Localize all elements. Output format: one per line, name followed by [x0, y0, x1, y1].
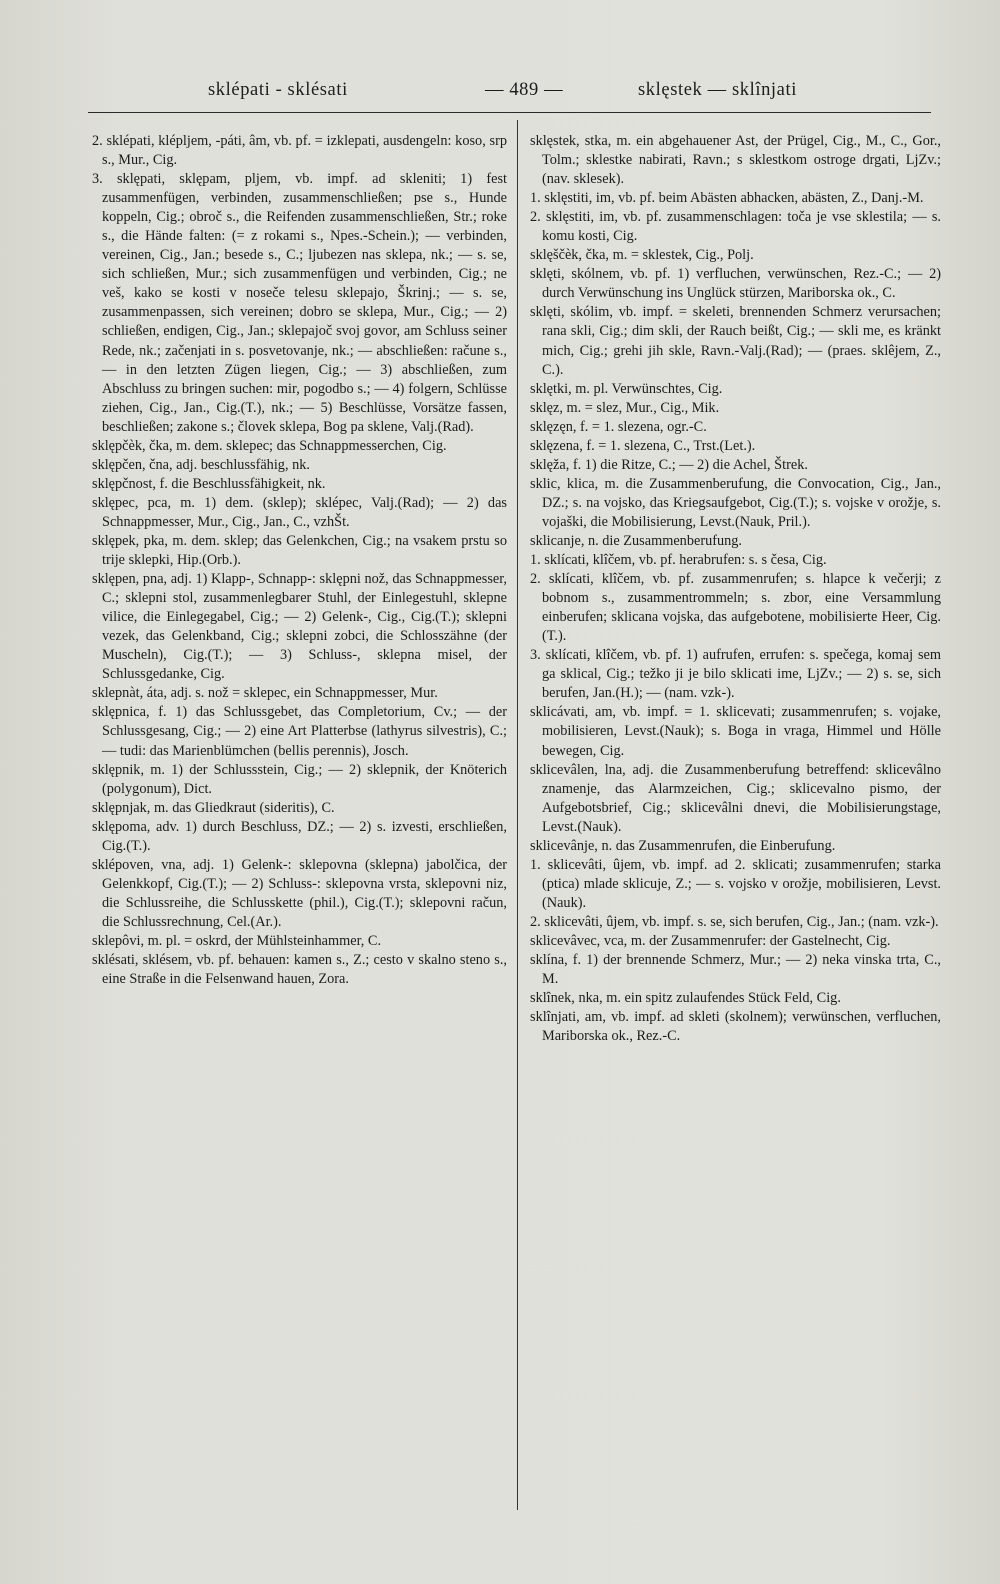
dictionary-entry: sklic, klica, m. die Zusammenberufung, die Convocation, Cig., Jan., DZ.; s. na vojsko, das Kriegsaufgebot, Cig.(T.); s. vojske v orožje, s. vojaški, die Mobilisierung, Levst.(Nauk, Pril.). [530, 475, 941, 530]
dictionary-entry: 2. sklépati, klépljem, -páti, âm, vb. pf. = izklepati, ausdengeln: koso, srp s., Mur., Cig. [92, 133, 507, 169]
page-header [90, 80, 930, 106]
dictionary-entry: sklînjati, am, vb. impf. ad skleti (skolnem); verwünschen, verfluchen, Mariborska ok., Rez.-C. [530, 1009, 941, 1045]
dictionary-entry: sklicanje, n. die Zusammenberufung. [530, 532, 743, 549]
dictionary-entry: sklętki, m. pl. Verwünschtes, Cig. [530, 380, 723, 397]
dictionary-entry: sklînek, nka, m. ein spitz zulaufendes Stück Feld, Cig. [530, 990, 841, 1007]
header-right-guideword: sklęstek — sklînjati [638, 80, 797, 100]
dictionary-entry: sklęti, skólnem, vb. pf. 1) verfluchen, verwünschen, Rez.-C.; — 2) durch Verwünschung ins Unglück stürzen, Mariborska ok., C. [530, 266, 941, 302]
dictionary-entry: sklępen, pna, adj. 1) Klapp-, Schnapp-: sklępni nož, das Schnappmesser, C.; sklepni stol, zusammenlegbarer Stuhl, der Einlegestuhl, sklepne vilice, die Einlegegabel, Cig.; — 2) Gelenk-, Cig., Cig.(T.); sklepni vezek, das Gelenkband, Cig.; sklepni zobci, die Schlosszähne (der Muscheln), Cig.(T.); — 3) Schluss-, sklepna misel, der Schlussgedanke, Cig. [92, 571, 507, 683]
dictionary-entry: sklęzęn, f. = 1. slezena, ogr.-C. [530, 418, 707, 435]
dictionary-entry: sklępčnost, f. die Beschlussfähigkeit, nk. [92, 475, 326, 492]
dictionary-entry: sklępek, pka, m. dem. sklep; das Gelenkchen, Cig.; na vsakem prstu so trije sklepki, Hip.(Orb.). [92, 532, 507, 569]
page-number: — 489 — [485, 80, 564, 100]
dictionary-entry: sklepôvi, m. pl. = oskrd, der Mühlsteinhammer, C. [92, 932, 382, 949]
dictionary-entry: sklęz, m. = slez, Mur., Cig., Mik. [530, 399, 720, 416]
left-column [92, 132, 507, 989]
dictionary-entry: 1. sklicevâti, ûjem, vb. impf. ad 2. sklicati; zusammenrufen; starka (ptica) mlade sklicuje, Z.; — s. vojsko v orožje, mobilisieren, Levst.(Nauk). [530, 856, 941, 911]
dictionary-entry: sklicevânje, n. das Zusammenrufen, die Einberufung. [530, 837, 836, 854]
dictionary-entry: sklępčèk, čka, m. dem. sklepec; das Schnappmesserchen, Cig. [92, 437, 447, 454]
dictionary-entry: sklęža, f. 1) die Ritze, C.; — 2) die Achel, Štrek. [530, 456, 808, 473]
dictionary-entry: sklína, f. 1) der brennende Schmerz, Mur.; — 2) neka vinska trta, C., M. [530, 952, 941, 988]
dictionary-entry: sklęzena, f. = 1. slezena, C., Trst.(Let.). [530, 437, 756, 454]
dictionary-entry: sklęščèk, čka, m. = sklestek, Cig., Polj. [530, 247, 754, 264]
right-column [530, 132, 941, 1046]
dictionary-entry: sklépoven, vna, adj. 1) Gelenk-: sklepovna (sklepna) jabolčica, der Gelenkkopf, Cig.(T.); — 2) Schluss-: sklepovna vrsta, sklepovni niz, die Schlussreihe, die Schlusskette (phil.), Cig.(T.); sklepovni račun, die Schlussrechnung, Cel.(Ar.). [92, 856, 507, 930]
dictionary-entry: sklępnik, m. 1) der Schlussstein, Cig.; — 2) sklepnik, der Knöterich (polygonum), Dict. [92, 761, 507, 797]
dictionary-entry: 2. sklęstiti, im, vb. pf. zusammenschlagen: toča je vse sklestila; — s. komu kosti, Cig. [530, 209, 941, 245]
dictionary-entry: sklęti, skólim, vb. impf. = skeleti, brennenden Schmerz verursachen; rana skli, Cig.; dim skli, der Rauch beißt, Cig.; — skli me, es kränkt mich, Cig.; grehi jih skle, Ravn.-Valj.(Rad); — (praes. sklêjem, Z., C.). [530, 304, 941, 378]
dictionary-entry: sklęstek, stka, m. ein abgehauener Ast, der Prügel, Cig., M., C., Gor., Tolm.; sklestke nabirati, Ravn.; s sklestkom ostroge drgati, LjZv.; (nav. sklesek). [530, 133, 941, 188]
dictionary-entry: sklępnjak, m. das Gliedkraut (sideritis), C. [92, 799, 335, 816]
dictionary-entry: sklępčen, čna, adj. beschlussfähig, nk. [92, 456, 310, 473]
column-divider [517, 120, 518, 1510]
dictionary-entry: sklępnica, f. 1) das Schlussgebet, das Completorium, Cv.; — der Schlussgesang, Cig.; — 2) eine Art Platterbse (lathyrus silvestris), C.; — tudi: das Marienblümchen (bellis perennis), Josch. [92, 704, 507, 759]
dictionary-entry: 3. sklępati, sklępam, pljem, vb. impf. ad skleniti; 1) fest zusammenfügen, verbinden, zusammenschließen; pse s., Hunde koppeln, Cig.; obroč s., die Reifenden zusammenschließen, Str.; roke s., die Hände falten: (= z rokami s., Npes.-Schein.); — verbinden, vereinen, Cig., Jan.; besede s., C.; ljubezen nas sklepa, nk.; — s. se, sich schließen, Mur.; sich zusammenfügen und verbinden, Cig.; ne veš, kako se kosti v noseče telesu sklepajo, Škrinj.; — s. se, zusammenpassen, sich vereinen; dobro se sklepa, Mur., Cig.; — 2) schließen, endigen, Cig., Jan.; sklepajoč svoj govor, am Schluss seiner Rede, nk.; začenjati in s. posvetovanje, nk.; — abschließen: račune s., — in den letzten Zügen liegen, Cig.; — 3) abschließen, zum Abschluss zu bringen suchen: mir, pogodbo s.; — 4) folgern, Schlüsse ziehen, Cig., Jan., Cig.(T.), nk.; — 5) Beschlüsse, Vorsätze fassen, beschließen; zakone s.; človek sklepa, Bog pa sklene, Valj.(Rad). [92, 171, 507, 435]
dictionary-entry: 1. sklęstiti, im, vb. pf. beim Abästen abhacken, abästen, Z., Danj.-M. [530, 190, 924, 207]
dictionary-entry: 3. sklícati, klîčem, vb. pf. 1) aufrufen, errufen: s. spečega, komaj sem ga sklical, Cig.; težko ji je bilo sklicati ime, LjZv.; — 2) s. se, sich berufen, Jan.(H.); — (nam. vzk-). [530, 647, 941, 702]
header-rule [88, 112, 931, 113]
dictionary-entry: sklepnàt, áta, adj. s. nož = sklepec, ein Schnappmesser, Mur. [92, 685, 438, 702]
dictionary-entry: sklicevâlen, lna, adj. die Zusammenberufung betreffend: sklicevâlno znamenje, das Alarmzeichen, Cig.; sklicevalno pismo, der Aufgebotsbrief, Cig.; sklicevâlni dnevi, die Mobilisierungstage, Levst.(Nauk). [530, 761, 941, 835]
dictionary-entry: sklępec, pca, m. 1) dem. (sklep); sklépec, Valj.(Rad); — 2) das Schnappmesser, Mur., Cig., Jan., C., vzhŠt. [92, 494, 507, 530]
header-left-guideword: sklépati - sklésati [208, 80, 348, 100]
dictionary-entry: sklicávati, am, vb. impf. = 1. sklicevati; zusammenrufen; s. vojake, mobilisieren, Levst.(Nauk); s. Boga in vraga, Himmel und Hölle bewegen, Cig. [530, 704, 941, 759]
dictionary-entry: 1. sklícati, klîčem, vb. pf. herabrufen: s. s česa, Cig. [530, 552, 827, 569]
dictionary-entry: 2. sklicevâti, ûjem, vb. impf. s. se, sich berufen, Cig., Jan.; (nam. vzk-). [530, 913, 939, 930]
dictionary-entry: sklępoma, adv. 1) durch Beschluss, DZ.; — 2) s. izvesti, erschließen, Cig.(T.). [92, 818, 507, 854]
dictionary-entry: sklésati, sklésem, vb. pf. behauen: kamen s., Z.; cesto v skalno steno s., eine Straße in die Felsenwand hauen, Zora. [92, 952, 507, 988]
dictionary-entry: 2. sklícati, klîčem, vb. pf. zusammenrufen; s. hlapce k večerji; z bobnom s., zusammentrommeln; s. zbor, eine Versammlung einberufen; sklicana vojska, das aufgebotene, mobilisierte Heer, Cig.(T.). [530, 571, 941, 645]
dictionary-entry: sklicevâvec, vca, m. der Zusammenrufer: der Gastelnecht, Cig. [530, 932, 891, 949]
